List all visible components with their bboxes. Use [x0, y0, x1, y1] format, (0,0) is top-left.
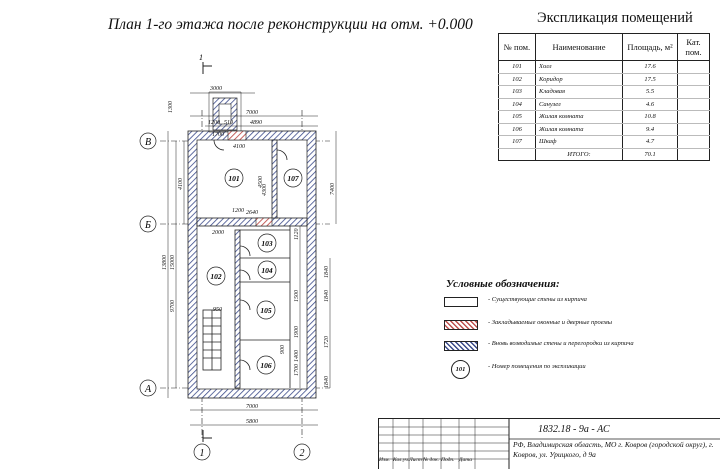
- svg-text:1900: 1900: [294, 326, 300, 338]
- header-name: Наименование: [536, 34, 623, 61]
- svg-text:В: В: [144, 137, 152, 148]
- axis-bubble-2: [294, 444, 310, 460]
- svg-text:1720: 1720: [324, 336, 330, 348]
- room-marker-103: [258, 234, 276, 252]
- explication-table: [498, 33, 710, 161]
- stamp-head-list: Лист: [409, 457, 422, 463]
- svg-text:103: 103: [261, 239, 273, 248]
- legend-item-bricked: [444, 320, 720, 329]
- legend-title: Условные обозначения:: [446, 278, 560, 290]
- stamp-address: РФ, Владимирская область, МО г. Ковров (городской округ), г. Ковров, ул. Урицкого, д 9а: [513, 440, 714, 459]
- row-cat: [678, 111, 710, 124]
- legend-text: - Существующие стены из кирпича: [488, 296, 587, 303]
- row-name: Кладовая: [536, 86, 623, 99]
- total-value: 70.1: [623, 148, 678, 161]
- row-num: 101: [499, 61, 536, 74]
- legend-text: - Закладываемые оконные и дверные проемы: [488, 319, 613, 326]
- row-name: Жилая комната: [536, 111, 623, 124]
- svg-text:950: 950: [213, 307, 222, 313]
- legend-swatch-bricked: [444, 320, 478, 330]
- stamp-head-doc: № док.: [423, 457, 440, 463]
- svg-text:900: 900: [280, 345, 286, 354]
- header-area: Площадь, м²: [623, 34, 678, 61]
- svg-text:2: 2: [299, 448, 305, 459]
- row-name: Холл: [536, 61, 623, 74]
- legend-swatch-new-walls: [444, 341, 478, 351]
- svg-text:7400: 7400: [330, 183, 336, 195]
- row-num: [499, 148, 536, 161]
- svg-text:5800: 5800: [246, 419, 258, 425]
- svg-text:А: А: [144, 384, 152, 395]
- svg-text:4100: 4100: [178, 178, 184, 190]
- svg-text:7000: 7000: [246, 110, 258, 116]
- svg-text:1840: 1840: [324, 266, 330, 278]
- legend-item-new-walls: [444, 341, 720, 350]
- svg-text:15000: 15000: [170, 255, 176, 270]
- svg-text:13800: 13800: [162, 255, 168, 270]
- table-row: [499, 123, 710, 136]
- stamp-head-izm: Изм.: [379, 457, 390, 463]
- room-marker-104: [258, 261, 276, 279]
- room-marker-107: [284, 169, 302, 187]
- axis-bubble-b: [140, 216, 156, 232]
- svg-text:4100: 4100: [233, 144, 245, 150]
- svg-text:510: 510: [224, 120, 233, 126]
- row-cat: [678, 98, 710, 111]
- svg-text:104: 104: [261, 266, 273, 275]
- svg-text:107: 107: [287, 174, 299, 183]
- svg-text:101: 101: [228, 174, 240, 183]
- row-area: 17.6: [623, 61, 678, 74]
- row-num: 102: [499, 73, 536, 86]
- svg-text:1120: 1120: [294, 228, 300, 240]
- svg-text:1: 1: [199, 448, 205, 459]
- row-area: 10.8: [623, 111, 678, 124]
- legend-text: - Номер помещения по экспликации: [488, 363, 586, 370]
- legend-room-badge: 101: [451, 360, 470, 379]
- svg-text:3000: 3000: [210, 86, 222, 92]
- svg-text:2640: 2640: [246, 210, 258, 216]
- axis-bubble-a: [140, 380, 156, 396]
- svg-text:102: 102: [210, 272, 222, 281]
- svg-text:2000: 2000: [212, 230, 224, 236]
- table-row: [499, 111, 710, 124]
- svg-text:1840: 1840: [324, 290, 330, 302]
- table-row: [499, 86, 710, 99]
- drawing-title: План 1-го этажа после реконструкции на отм. +0.000: [108, 16, 473, 33]
- svg-text:106: 106: [260, 361, 272, 370]
- room-marker-101: [225, 169, 243, 187]
- row-name: Жилая комната: [536, 123, 623, 136]
- section-mark-label: 1: [199, 53, 203, 62]
- row-area: 9.4: [623, 123, 678, 136]
- row-name: Шкаф: [536, 136, 623, 149]
- axis-bubble-1: [194, 444, 210, 460]
- row-cat: [678, 136, 710, 149]
- table-header-row: [499, 34, 710, 61]
- svg-text:1200: 1200: [232, 208, 244, 214]
- svg-text:1200: 1200: [208, 120, 220, 126]
- row-cat: [678, 148, 710, 161]
- svg-text:4500: 4500: [258, 176, 264, 188]
- svg-text:7000: 7000: [246, 404, 258, 410]
- svg-text:1700: 1700: [212, 132, 224, 138]
- svg-text:9700: 9700: [170, 300, 176, 312]
- svg-text:4300: 4300: [262, 184, 268, 196]
- legend-swatch-existing: [444, 297, 478, 307]
- row-cat: [678, 123, 710, 136]
- stamp-head-kol: Кол.уч.: [393, 457, 410, 463]
- table-row: [499, 136, 710, 149]
- header-cat: Кат. пом.: [678, 34, 710, 61]
- row-cat: [678, 61, 710, 74]
- row-num: 107: [499, 136, 536, 149]
- stamp-head-podp: Подп.: [441, 457, 455, 463]
- row-cat: [678, 73, 710, 86]
- svg-text:1700: 1700: [294, 364, 300, 376]
- stamp-code: 1832.18 - 9а - АС: [538, 424, 610, 435]
- svg-text:105: 105: [260, 306, 272, 315]
- stamp-head-data: Дата: [459, 457, 473, 463]
- svg-text:Б: Б: [145, 220, 151, 231]
- row-name: Коридор: [536, 73, 623, 86]
- row-num: 104: [499, 98, 536, 111]
- legend-item-room-number: [444, 364, 720, 373]
- row-area: 17.5: [623, 73, 678, 86]
- svg-text:1500: 1500: [294, 290, 300, 302]
- row-num: 103: [499, 86, 536, 99]
- axis-bubble-v: [140, 133, 156, 149]
- table-total-row: [499, 148, 710, 161]
- row-area: 5.5: [623, 86, 678, 99]
- legend-text: - Вновь возводимые стены и перегородки из кирпича: [488, 340, 634, 347]
- svg-text:4890: 4890: [250, 120, 262, 126]
- room-marker-102: [207, 267, 225, 285]
- svg-text:1400: 1400: [294, 350, 300, 362]
- row-cat: [678, 86, 710, 99]
- header-num: № пом.: [499, 34, 536, 61]
- row-num: 106: [499, 123, 536, 136]
- legend-item-existing: [444, 297, 720, 306]
- table-row: [499, 98, 710, 111]
- row-area: 4.7: [623, 136, 678, 149]
- row-area: 4.6: [623, 98, 678, 111]
- room-marker-106: [257, 356, 275, 374]
- table-row: [499, 61, 710, 74]
- total-label: ИТОГО:: [536, 148, 623, 161]
- room-marker-105: [257, 301, 275, 319]
- row-name: Санузел: [536, 98, 623, 111]
- svg-text:1840: 1840: [324, 376, 330, 388]
- table-row: [499, 73, 710, 86]
- svg-text:1300: 1300: [168, 101, 174, 113]
- explication-title: Экспликация помещений: [537, 10, 693, 26]
- row-num: 105: [499, 111, 536, 124]
